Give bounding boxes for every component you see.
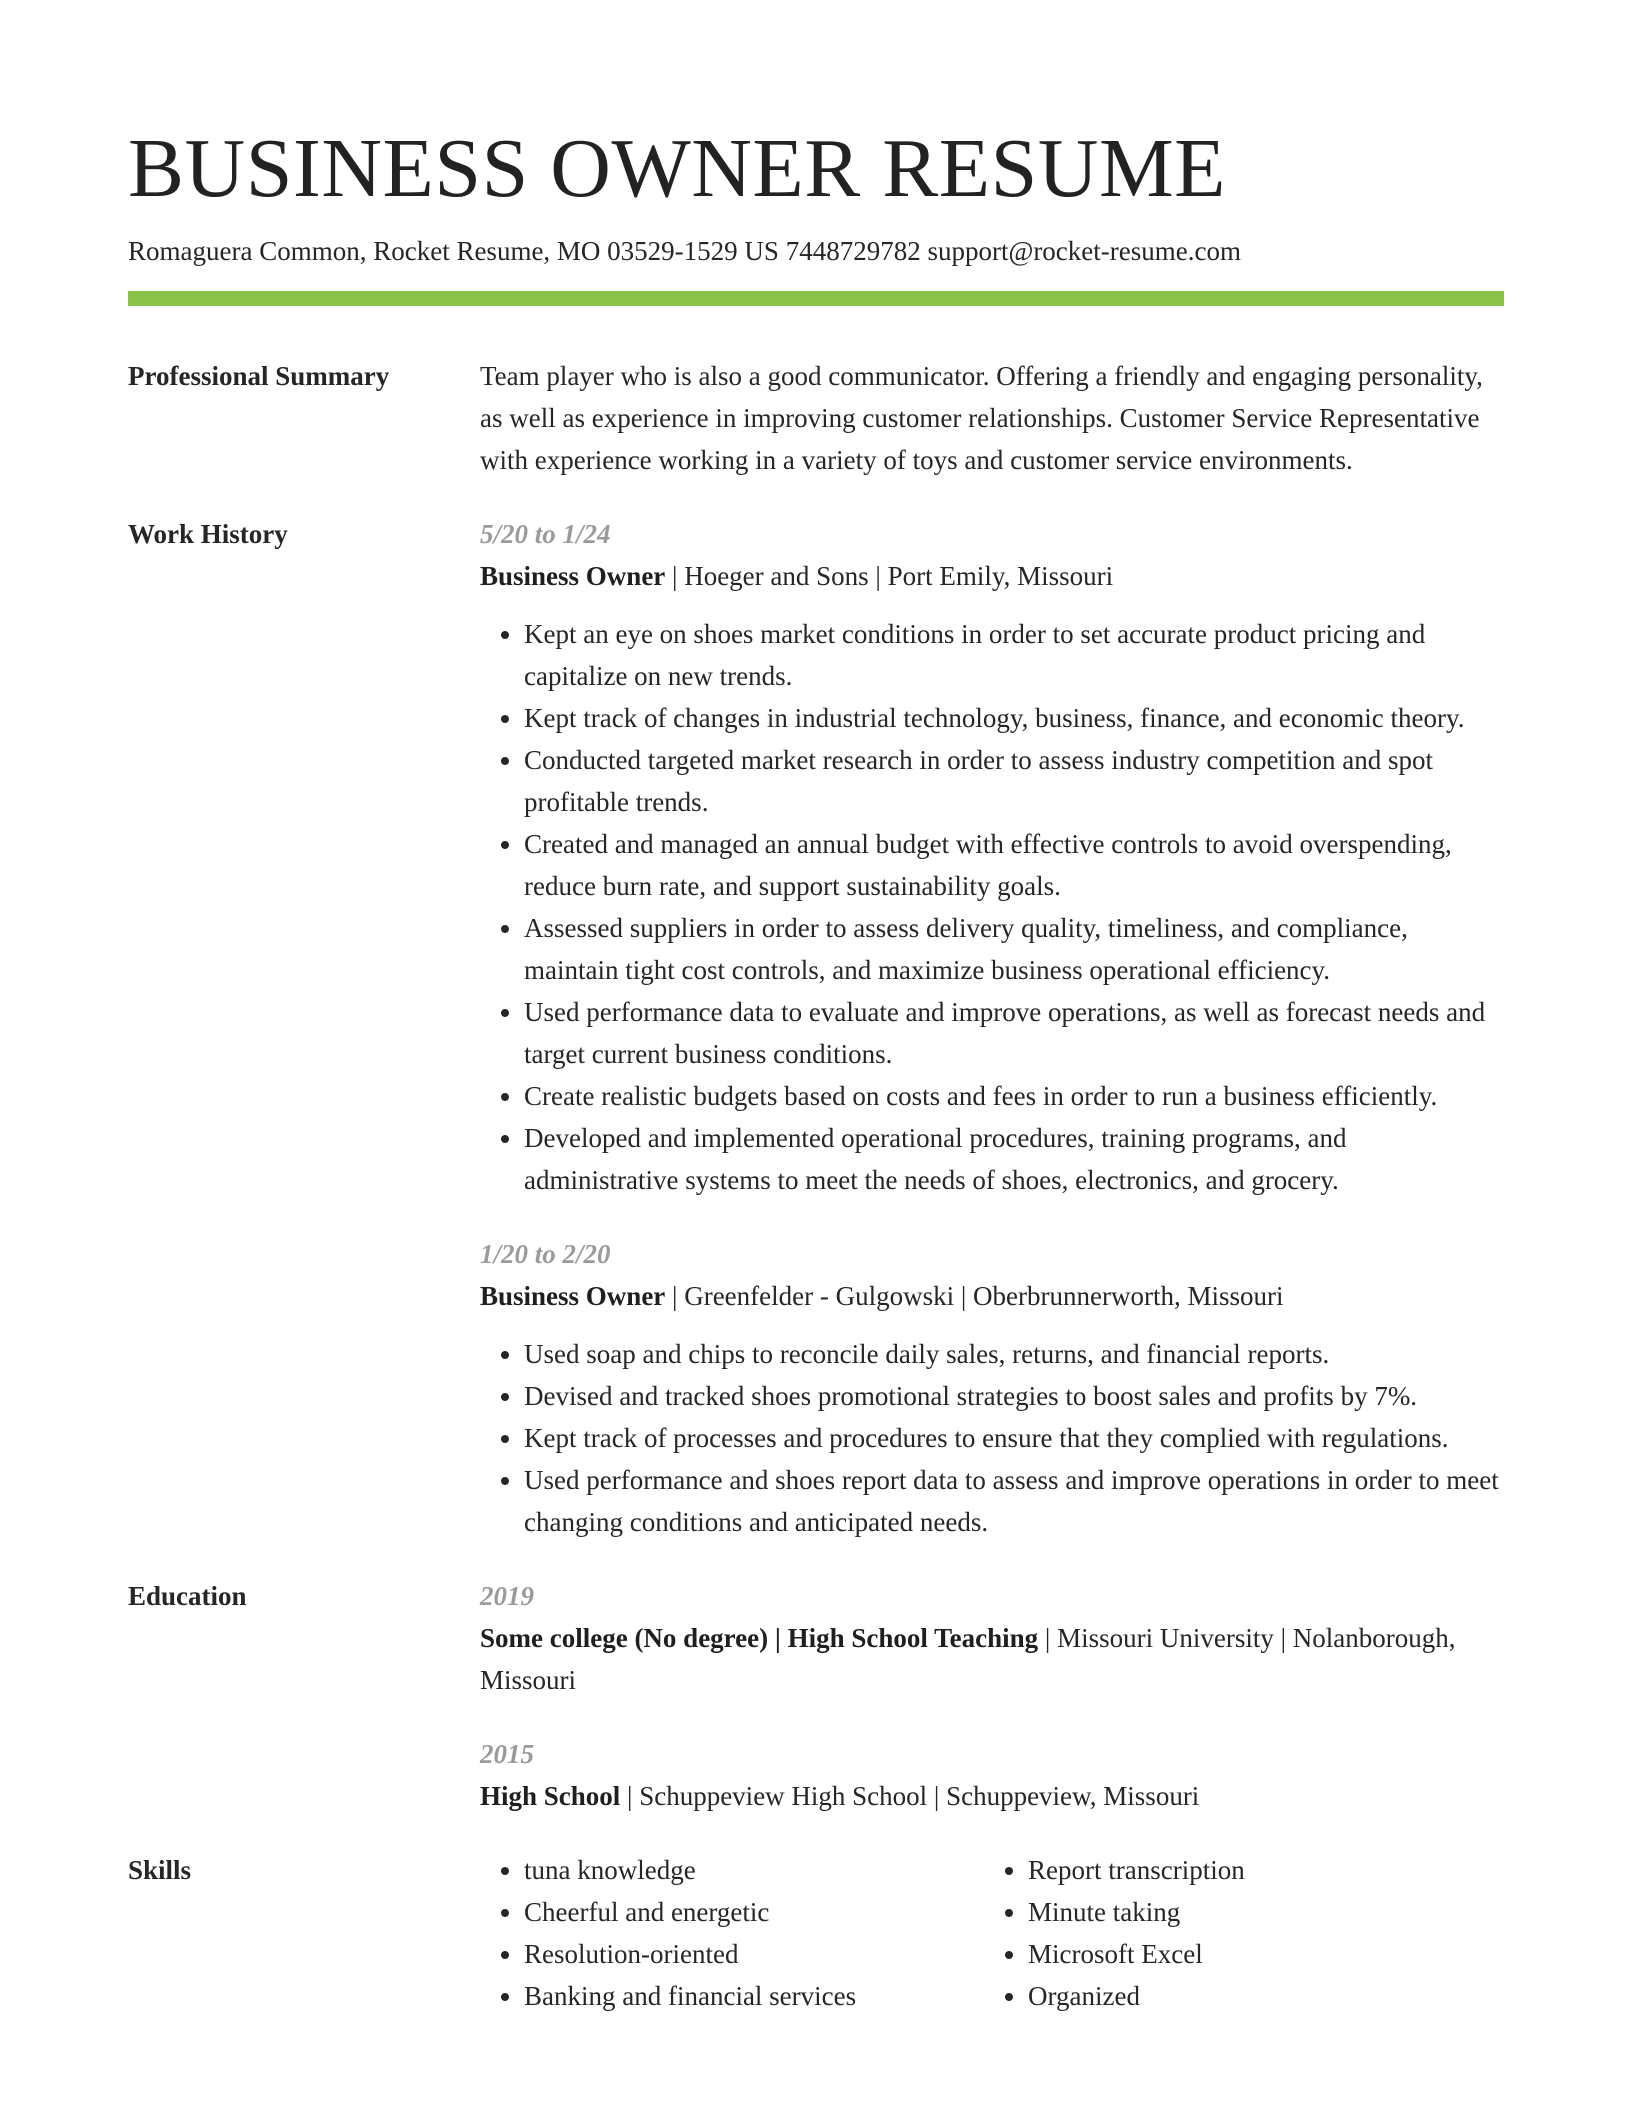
resume-title: BUSINESS OWNER RESUME: [128, 122, 1226, 215]
skills-body: [480, 1849, 1504, 2017]
job-details: | Hoeger and Sons | Port Emily, Missouri: [665, 561, 1114, 591]
education-details: | Missouri University | Nolanborough, Missouri: [480, 1623, 1456, 1695]
skill-item: • Organized: [1028, 1975, 1488, 2017]
job-bullet: • Devised and tracked shoes promotional strategies to boost sales and profits by 7%.: [524, 1375, 1504, 1417]
job-bullet: • Developed and implemented operational procedures, training programs, and administrative systems to meet the needs of shoes, electronics, and grocery.: [524, 1117, 1504, 1201]
work-history-body: [480, 513, 1504, 1543]
job-bullet: • Used performance data to evaluate and improve operations, as well as forecast needs and target current business conditions.: [524, 991, 1504, 1075]
contact-line: [128, 233, 1504, 269]
work-history-section: [128, 513, 1504, 1543]
skills-columns: [480, 1849, 1504, 2017]
skill-item: • Report transcription: [1028, 1849, 1488, 1891]
skill-item: • tuna knowledge: [524, 1849, 984, 1891]
job-bullet: • Kept track of changes in industrial technology, business, finance, and economic theory.: [524, 697, 1504, 739]
job-dates: 5/20 to 1/24: [480, 519, 611, 549]
accent-divider: [128, 291, 1504, 306]
job-title-line: [480, 555, 1504, 597]
contact-address: Romaguera Common, Rocket Resume, MO 03529-1529 US: [128, 236, 779, 266]
summary-section: [128, 355, 1504, 481]
job-details: | Greenfelder - Gulgowski | Oberbrunnerworth, Missouri: [665, 1281, 1284, 1311]
skills-list-left: [480, 1849, 984, 2017]
job-bullet: • Kept track of processes and procedures to ensure that they complied with regulations.: [524, 1417, 1504, 1459]
job-bullet: • Used soap and chips to reconcile daily sales, returns, and financial reports.: [524, 1333, 1504, 1375]
skills-list-right: [984, 1849, 1488, 2017]
education-section: [128, 1575, 1504, 1817]
job-bullets: [480, 1333, 1504, 1543]
skills-section: [128, 1849, 1504, 2017]
skill-item: • Microsoft Excel: [1028, 1933, 1488, 1975]
contact-phone: 7448729782: [785, 236, 921, 266]
job-title-line: [480, 1275, 1504, 1317]
education-details: | Schuppeview High School | Schuppeview, Missouri: [620, 1781, 1200, 1811]
education-year: 2015: [480, 1739, 534, 1769]
job-title: Business Owner: [480, 1281, 666, 1311]
education-entry: [480, 1733, 1504, 1817]
work-history-heading: Work History: [128, 519, 288, 549]
job-entry: [480, 1233, 1504, 1543]
education-year: 2019: [480, 1581, 534, 1611]
job-bullets: [480, 613, 1504, 1201]
job-bullet: • Used performance and shoes report data to assess and improve operations in order to meet changing conditions and anticipated needs.: [524, 1459, 1504, 1543]
education-degree: High School: [480, 1781, 621, 1811]
job-dates: 1/20 to 2/20: [480, 1239, 611, 1269]
job-bullet: • Kept an eye on shoes market conditions in order to set accurate product pricing and capitalize on new trends.: [524, 613, 1504, 697]
education-degree: Some college (No degree) | High School Teaching: [480, 1623, 1039, 1653]
job-bullet: • Conducted targeted market research in order to assess industry competition and spot profitable trends.: [524, 739, 1504, 823]
skill-item: • Minute taking: [1028, 1891, 1488, 1933]
education-line: [480, 1775, 1504, 1817]
job-bullet: • Assessed suppliers in order to assess delivery quality, timeliness, and compliance, maintain tight cost controls, and maximize business operational efficiency.: [524, 907, 1504, 991]
skill-item: • Banking and financial services: [524, 1975, 984, 2017]
education-line: [480, 1617, 1504, 1701]
job-bullet: • Created and managed an annual budget with effective controls to avoid overspending, reduce burn rate, and support sustainability goals.: [524, 823, 1504, 907]
job-title: Business Owner: [480, 561, 666, 591]
skills-heading: Skills: [128, 1855, 192, 1885]
summary-heading: Professional Summary: [128, 361, 390, 391]
job-bullet: • Create realistic budgets based on costs and fees in order to run a business efficiently.: [524, 1075, 1504, 1117]
contact-email: support@rocket-resume.com: [927, 236, 1241, 266]
skill-item: • Cheerful and energetic: [524, 1891, 984, 1933]
skill-item: • Resolution-oriented: [524, 1933, 984, 1975]
job-entry: [480, 513, 1504, 1201]
education-body: [480, 1575, 1504, 1817]
summary-text: Team player who is also a good communicator. Offering a friendly and engaging personality, as well as experience in improving customer relationships. Customer Service Representative with experience working in a variety of toys and customer service environments.: [480, 361, 1483, 475]
education-heading: Education: [128, 1581, 247, 1611]
education-entry: [480, 1575, 1504, 1701]
resume-page: [128, 0, 1504, 2017]
